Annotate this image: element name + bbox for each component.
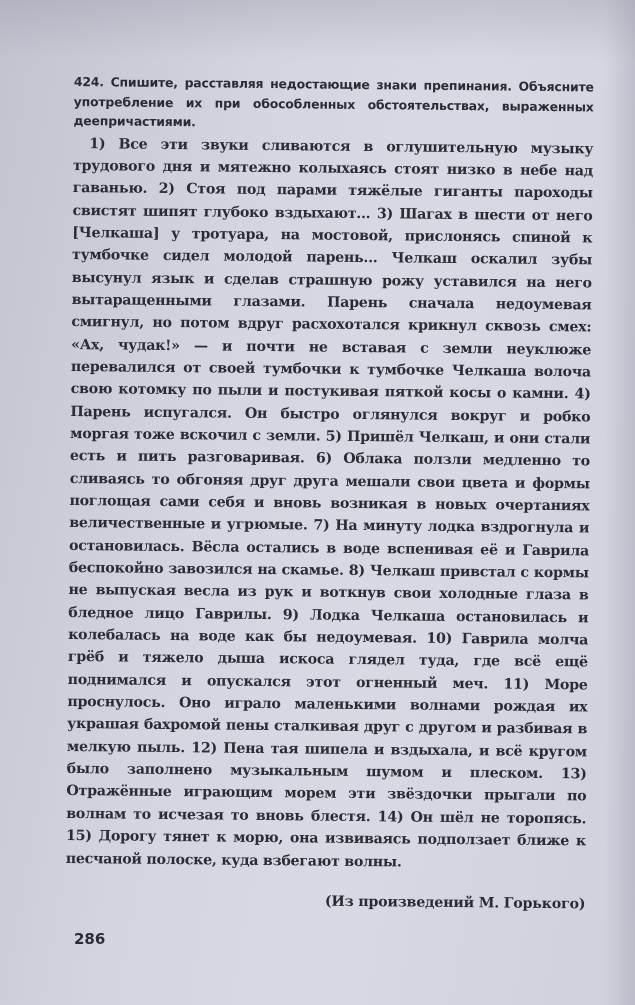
exercise-instruction-block xyxy=(73,72,594,136)
page-number: 286 xyxy=(74,930,106,948)
exercise-number: 424. xyxy=(73,73,104,90)
source-attribution: (Из произведений М. Горького) xyxy=(324,893,586,913)
exercise-text: 1) Все эти звуки сливаются в оглушительную музыку трудового дня и мятежно колыхаясь стоят низко в небе над гаванью. 2) Стоя под парами тяжёлые гиганты пароходы свистят шипят глубоко вздыхают... 3) Шагах в шести от него [Челкаша] у тротуара, на мостовой, прислонясь спиной к тумбочке сидел молодой парень... Челкаш оскалил зубы высунул язык и сделав страшную рожу уставился на него вытаращенными глазами. Парень сначала недоумевая смигнул, но потом вдруг расхохотался крикнул сквозь смех: «Ах, чудак!» — и почти не вставая с земли неуклюже перевалился от своей тумбочки к тумбочке Челкаша волоча свою котомку по пыли и постукивая пяткой косы о камни. 4) Парень испугался. Он быстро оглянулся вокруг и робко моргая тоже вскочил с земли. 5) Пришёл Челкаш, и они стали есть и пить разговаривая. 6) Облака ползли медленно то сливаясь то обгоняя друг друга мешали свои цвета и формы поглощая сами себя и вновь возникая в новых очертаниях величественные и угрюмые. 7) На минуту лодка вздрогнула и остановилась. Вёсла остались в воде вспенивая её и Гаврила беспокойно завозился на скамье. 8) Челкаш привстал с кормы не выпуская весла из рук и воткнув свои холодные глаза в бледное лицо Гаврилы. 9) Лодка Челкаша остановилась и колебалась на воде как бы недоумевая. 10) Гаврила молча грёб и тяжело дыша искоса глядел туда, где всё ещё поднимался и опускался этот огненный меч. 11) Море проснулось. Оно играло маленькими волнами рождая их украшая бахромой пены сталкивая друг с другом и разбивая в мелкую пыль. 12) Пена тая шипела и вздыхала, и всё кругом было заполнено музыкальным шумом и плеском. 13) Отражённые играющим морем эти звёздочки прыгали по волнам то исчезая то вновь блестя. 14) Он шёл не торопясь. 15) Дорогу тянет к морю, она извиваясь подползает ближе к песчаной полоске, куда взбегают волны. xyxy=(65,135,594,870)
exercise-instruction: Спишите, расставляя недостающие знаки препинания. Объясните употребление их при обособленных обстоятельствах, выраженных деепричастиями. xyxy=(73,74,594,130)
page-content xyxy=(65,72,594,915)
